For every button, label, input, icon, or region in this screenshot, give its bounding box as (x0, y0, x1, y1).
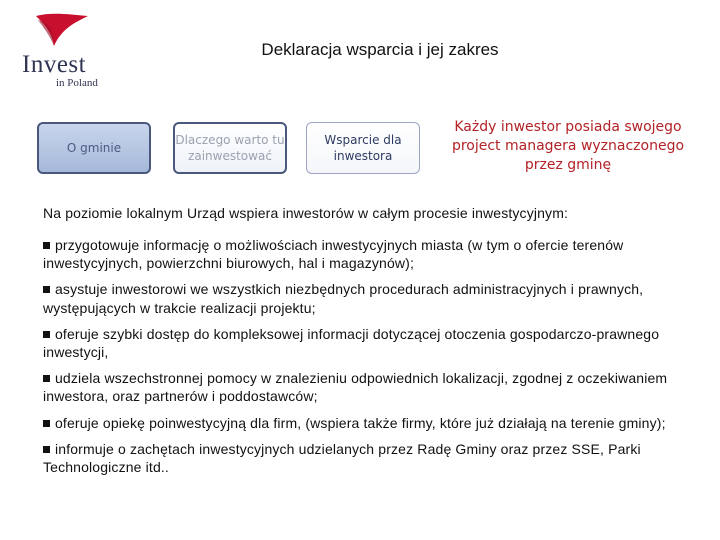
page-title: Deklaracja wsparcia i jej zakres (261, 40, 499, 59)
tab-label: O gminie (66, 140, 122, 155)
support-list (43, 236, 683, 484)
intro-paragraph: Na poziomie lokalnym Urząd wspiera inwestorów w całym procesie inwestycyjnym: (43, 205, 569, 221)
list-item-text: udziela wszechstronnej pomocy w znalezieniu odpowiednich lokalizacji, zgodnej z oczekiwaniem inwestora, oraz partnerów i poddostawców; (43, 370, 668, 405)
tab-dlaczego-warto[interactable] (173, 122, 287, 174)
logo-wordmark: Invest (22, 51, 87, 78)
tab-o-gminie[interactable] (37, 122, 151, 174)
list-item (43, 325, 683, 361)
list-item (43, 369, 683, 405)
square-bullet-icon (43, 446, 50, 453)
project-manager-callout: Każdy inwestor posiada swojego project managera wyznaczonego przez gminę (451, 119, 685, 174)
list-item-text: informuje o zachętach inwestycyjnych udzielanych przez Radę Gminy oraz przez SSE, Parki Technologiczne itd.. (43, 440, 641, 475)
list-item (43, 414, 683, 432)
square-bullet-icon (43, 375, 50, 382)
square-bullet-icon (43, 242, 50, 249)
tab-label: Wsparcie dla inwestora (324, 132, 402, 163)
list-item-text: oferuje szybki dostęp do kompleksowej informacji dotyczącej otoczenia gospodarczo-prawnego inwestycji, (43, 325, 660, 360)
list-item (43, 236, 683, 272)
list-item (43, 440, 683, 476)
square-bullet-icon (43, 420, 50, 427)
list-item (43, 280, 683, 316)
logo-subtitle: in Poland (56, 77, 98, 89)
list-item-text: oferuje opiekę poinwestycyjną dla firm, (wspiera także firmy, które już działają na terenie gminy); (55, 414, 666, 431)
list-item-text: przygotowuje informację o możliwościach inwestycyjnych miasta (w tym o ofercie terenów inwestycyjnych, powierzchni biurowych, hal i magazynów); (43, 237, 624, 272)
square-bullet-icon (43, 331, 50, 338)
tab-label: Dlaczego warto tu zainwestować (175, 132, 285, 163)
square-bullet-icon (43, 286, 50, 293)
tab-wsparcie-dla-inwestora[interactable] (306, 122, 420, 174)
list-item-text: asystuje inwestorowi we wszystkich niezbędnych procedurach administracyjnych i prawnych, występujących w trakcie realizacji projektu; (43, 281, 644, 316)
